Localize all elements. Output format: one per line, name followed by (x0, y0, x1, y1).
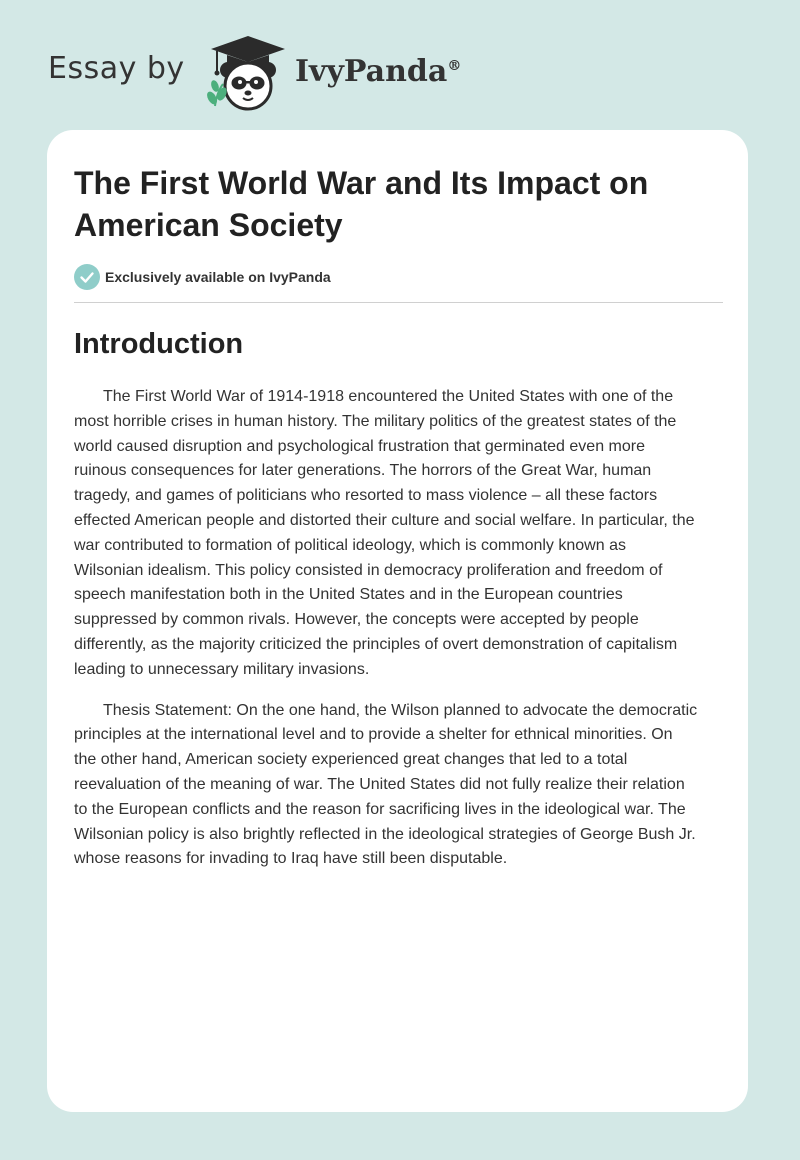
essay-title: The First World War and Its Impact on American Society (74, 165, 649, 243)
check-circle-icon (74, 264, 100, 290)
essay-card (47, 130, 748, 1112)
section-heading: Introduction (74, 328, 244, 360)
paragraph: Thesis Statement: On the one hand, the Wilson planned to advocate the democratic principles at the international level and to provide a shelter for ethnical minorities. On the other hand, American society experienced great changes that led to a total reevaluation of the meaning of war. The United States did not fully realize their relation to the European conflicts and the reason for sacrificing lives in the ideological war. The Wilsonian policy is also brightly reflected in the ideological strategies of George Bush Jr. whose reasons for invading to Iraq have still been disputable. (74, 701, 698, 868)
registered-mark: ® (447, 58, 462, 74)
panda-graduate-logo-icon (203, 34, 293, 112)
brand-name: IvyPanda® (295, 54, 462, 89)
brand-header[interactable] (48, 34, 468, 114)
divider (74, 302, 723, 303)
badge-text: Exclusively available on IvyPanda (105, 268, 331, 285)
paragraph: The First World War of 1914-1918 encountered the United States with one of the most horrible crises in human history. The military politics of the greatest states of the world caused disruption and psychological frustration that germinated even more ruinous consequences for later generations. The horrors of the Great War, human tragedy, and games of politicians who resorted to mass violence – all these factors effected American people and distorted their culture and social welfare. In particular, the war contributed to formation of political ideology, which is commonly known as Wilsonian idealism. This policy consisted in democracy proliferation and freedom of speech manifestation both in the United States and in the European countries suppressed by common rivals. However, the concepts were accepted by people differently, as the majority criticized the principles of overt demonstration of capitalism leading to unnecessary military invasions. (74, 388, 695, 678)
exclusive-badge (74, 263, 331, 290)
brand-prefix: Essay by (48, 51, 185, 86)
essay-body (74, 385, 724, 888)
